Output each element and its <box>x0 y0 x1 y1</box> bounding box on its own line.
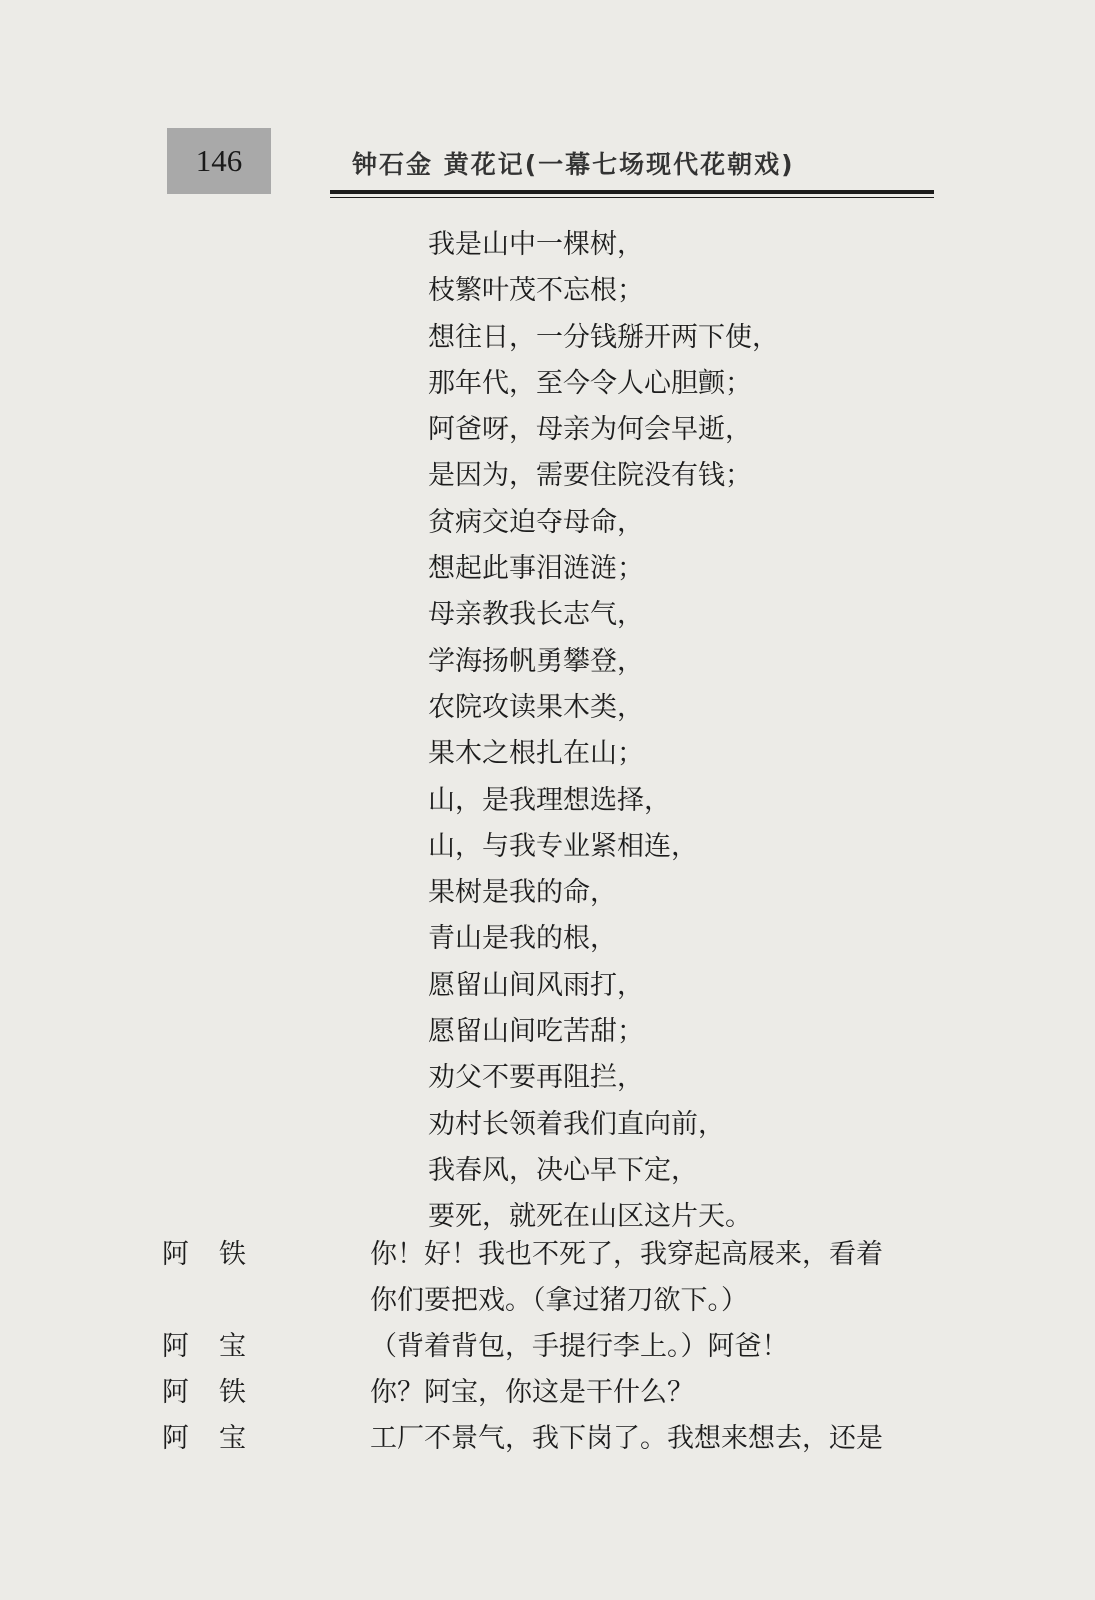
dialogue-row <box>162 1324 937 1370</box>
verse-line: 枝繁叶茂不忘根； <box>428 275 644 307</box>
speech-text <box>370 1416 937 1462</box>
verse-line: 要死，就死在山区这片天。 <box>428 1201 752 1233</box>
page-number: 146 <box>195 143 243 178</box>
verse-block <box>428 222 779 1241</box>
verse-line: 那年代，至今令人心胆颤； <box>428 367 752 399</box>
verse-line: 阿爸呀，母亲为何会早逝， <box>428 414 752 446</box>
speaker-name: 阿铁 <box>162 1239 276 1270</box>
speaker-name: 阿宝 <box>162 1331 276 1362</box>
header-rule-thin <box>330 197 934 198</box>
dialogue-block <box>162 1232 937 1462</box>
verse-line: 学海扬帆勇攀登， <box>428 645 644 677</box>
verse-line: 贫病交迫夺母命， <box>428 506 644 538</box>
speech-text <box>370 1370 937 1416</box>
speech-line: 你？阿宝，你这是干什么？ <box>370 1377 694 1408</box>
speaker-name: 阿宝 <box>162 1423 276 1454</box>
verse-line: 果树是我的命， <box>428 877 617 909</box>
speech-line: 工厂不景气，我下岗了。我想来想去，还是 <box>370 1423 883 1454</box>
page-number-box <box>167 128 271 194</box>
verse-line: 劝村长领着我们直向前， <box>428 1108 725 1140</box>
verse-line: 我是山中一棵树， <box>428 229 644 260</box>
verse-line: 愿留山间风雨打， <box>428 969 644 1001</box>
verse-line: 母亲教我长志气， <box>428 599 644 631</box>
verse-line: 山，是我理想选择， <box>428 784 671 816</box>
verse-line: 农院攻读果木类， <box>428 691 644 723</box>
speaker-name: 阿铁 <box>162 1377 276 1408</box>
header-rule <box>330 190 934 194</box>
speech-text <box>370 1232 937 1324</box>
dialogue-row <box>162 1416 937 1462</box>
verse-line: 青山是我的根， <box>428 923 617 955</box>
speech-line: （背着背包，手提行李上。）阿爸！ <box>370 1331 789 1362</box>
verse-line: 山，与我专业紧相连， <box>428 830 698 862</box>
verse-line: 是因为，需要住院没有钱； <box>428 460 752 492</box>
verse-line: 果木之根扎在山； <box>428 738 644 770</box>
verse-line: 想往日，一分钱掰开两下使， <box>428 321 779 353</box>
running-header: 钟石金 黄花记(一幕七场现代花朝戏) <box>352 150 795 179</box>
dialogue-row <box>162 1232 937 1324</box>
speech-text <box>370 1324 937 1370</box>
verse-line: 想起此事泪涟涟； <box>428 553 644 585</box>
speech-line: 你！好！我也不死了，我穿起高屐来，看着 <box>370 1239 883 1270</box>
dialogue-row <box>162 1370 937 1416</box>
verse-line: 我春风，决心早下定， <box>428 1154 698 1186</box>
verse-line: 愿留山间吃苦甜； <box>428 1016 644 1048</box>
speech-line: 你们要把戏。（拿过猪刀欲下。） <box>370 1285 748 1316</box>
verse-line: 劝父不要再阻拦， <box>428 1062 644 1094</box>
